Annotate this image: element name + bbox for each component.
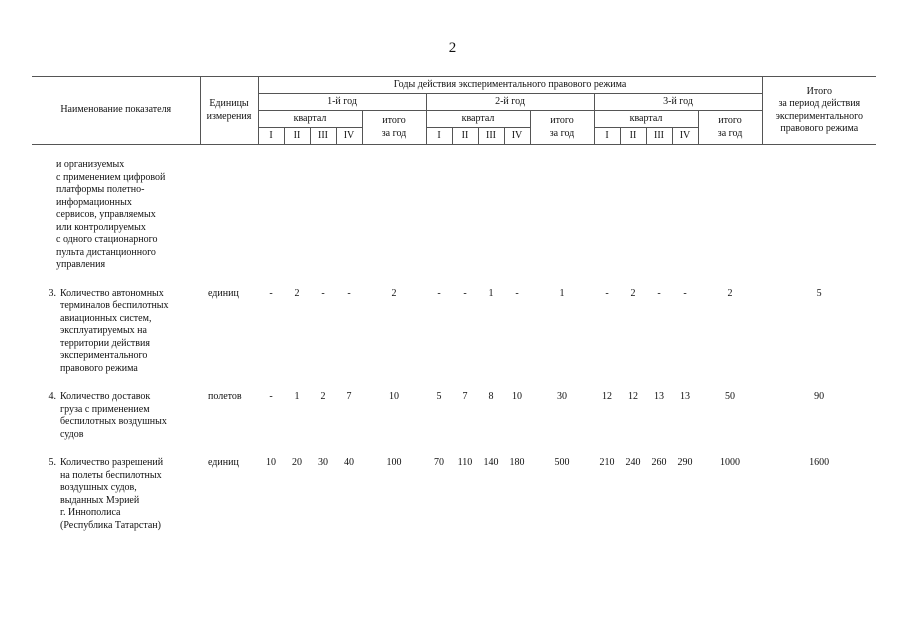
header-year-1-total-line2: за год	[381, 127, 407, 139]
indicator-name: Количество разрешений на полеты беспилотных воздушных судов, выданных Мэрией г. Иннополиса (Республика Татарстан)	[60, 457, 164, 531]
quarter-value: 240	[625, 457, 641, 468]
row-number: 4.	[48, 391, 56, 402]
header-quarter-label: IV	[504, 128, 530, 145]
quarter-value: -	[463, 287, 467, 299]
quarter-value: -	[321, 287, 325, 299]
continuation-line: с одного стационарного	[56, 234, 158, 245]
quarter-value: 260	[651, 457, 667, 468]
header-quarter-label: III	[478, 128, 504, 145]
indicators-table	[32, 76, 876, 548]
quarter-value: -	[657, 287, 661, 299]
header-year-2-kvartal: квартал	[426, 111, 530, 128]
header-quarter-label: I	[426, 128, 452, 145]
header-grand-total-line2: за период действия	[778, 98, 861, 109]
header-year-1-total-line1: итого	[382, 115, 406, 126]
quarter-value: 110	[457, 457, 473, 468]
quarter-value: 10	[266, 457, 276, 468]
quarter-value: 8	[488, 391, 494, 402]
year-total: 100	[386, 457, 402, 468]
quarter-value: 12	[628, 391, 638, 402]
quarter-value: 2	[320, 391, 326, 402]
year-total: 1000	[720, 457, 741, 468]
continuation-line: информационных	[56, 196, 132, 208]
header-year-3-total-line2: за год	[717, 127, 743, 139]
header-year-1-total	[362, 111, 426, 145]
continuation-line: и организуемых	[56, 159, 125, 170]
quarter-value: -	[437, 287, 441, 299]
indicator-cell	[32, 288, 200, 392]
quarter-value: 13	[680, 391, 690, 402]
table-body	[32, 145, 876, 549]
quarter-value: 40	[344, 457, 354, 468]
year-total: 50	[725, 391, 736, 402]
continuation-line: управления	[56, 259, 106, 270]
header-year-3-total-line1: итого	[718, 115, 742, 126]
header-years-title: Годы действия экспериментального правового режима	[258, 77, 762, 94]
header-quarter-label: I	[258, 128, 284, 145]
quarter-value: -	[605, 287, 609, 299]
header-year-1-kvartal: квартал	[258, 111, 362, 128]
unit-cell: единиц	[208, 287, 239, 299]
quarter-value: -	[269, 391, 273, 402]
header-quarter-label: II	[620, 128, 646, 145]
quarter-value: 1	[294, 391, 300, 402]
quarter-value: 5	[436, 391, 442, 402]
grand-total: 1600	[809, 457, 830, 468]
header-grand-total-line3: экспериментального	[775, 110, 863, 122]
indicator-name: Количество автономных терминалов беспилотных авиационных систем, эксплуатируемых на территории действия экспериментального правового режима	[60, 287, 169, 374]
header-year-3: 3-й год	[594, 94, 762, 111]
year-total: 500	[554, 457, 570, 468]
unit-cell: единиц	[208, 457, 239, 468]
continuation-line: с применением цифровой	[56, 171, 166, 183]
page-number: 2	[448, 40, 457, 56]
header-quarter-label: III	[646, 128, 672, 145]
row-number: 3.	[48, 287, 56, 299]
quarter-value: -	[347, 287, 351, 299]
year-total: 2	[391, 287, 397, 299]
year-total: 2	[727, 287, 733, 299]
row-number: 5.	[48, 457, 56, 468]
header-indicator-name: Наименование показателя	[32, 77, 200, 145]
header-quarter-label: IV	[672, 128, 698, 145]
quarter-value: 290	[677, 457, 693, 468]
quarter-value: -	[683, 287, 687, 299]
quarter-value: 20	[292, 457, 302, 468]
header-year-3-total	[698, 111, 762, 145]
quarter-value: 1	[488, 287, 494, 299]
quarter-value: 10	[512, 391, 522, 402]
quarter-value: 70	[434, 457, 444, 468]
header-year-2: 2-й год	[426, 94, 594, 111]
quarter-value: 180	[509, 457, 525, 468]
header-year-2-total-line2: за год	[549, 127, 575, 139]
indicator-name: Количество доставок груза с применением беспилотных воздушных судов	[60, 391, 167, 440]
year-total: 30	[557, 391, 567, 402]
continuation-line: пульта дистанционного	[56, 246, 156, 258]
quarter-value: 2	[630, 287, 636, 299]
grand-total: 90	[814, 391, 825, 402]
quarter-value: 12	[602, 391, 612, 402]
quarter-value: 7	[462, 391, 468, 402]
quarter-value: 2	[294, 287, 300, 299]
continuation-line: или контролируемых	[56, 221, 146, 233]
quarter-value: -	[515, 287, 519, 299]
header-quarter-label: I	[594, 128, 620, 145]
header-grand-total-line1: Итого	[806, 85, 832, 97]
quarter-value: 30	[318, 457, 328, 468]
header-quarter-label: II	[284, 128, 310, 145]
table-row	[32, 391, 876, 457]
quarter-value: 7	[346, 391, 352, 402]
quarter-value: -	[269, 287, 273, 299]
table-header	[32, 77, 876, 145]
header-year-2-total	[530, 111, 594, 145]
continuation-line: сервисов, управляемых	[56, 209, 156, 220]
table-row	[32, 288, 876, 392]
header-year-1: 1-й год	[258, 94, 426, 111]
unit-cell: полетов	[208, 391, 242, 402]
year-total: 1	[559, 287, 565, 299]
indicator-cell	[32, 391, 200, 457]
header-year-2-total-line1: итого	[550, 115, 574, 126]
quarter-value: 13	[654, 391, 664, 402]
header-year-3-kvartal: квартал	[594, 111, 698, 128]
continuation-text	[32, 159, 258, 288]
header-unit	[200, 77, 258, 145]
continuation-row	[32, 159, 876, 288]
header-grand-total-line4: правового режима	[780, 123, 859, 134]
header-quarter-label: III	[310, 128, 336, 145]
header-unit-line1: Единицы	[209, 98, 249, 109]
continuation-line: платформы полетно-	[56, 184, 145, 195]
quarter-value: 140	[483, 457, 499, 468]
indicator-cell	[32, 457, 200, 548]
quarter-value: 210	[599, 457, 615, 468]
header-unit-line2: измерения	[206, 110, 252, 122]
header-quarter-label: IV	[336, 128, 362, 145]
header-grand-total	[762, 77, 876, 145]
header-quarter-label: II	[452, 128, 478, 145]
year-total: 10	[389, 391, 399, 402]
table-row	[32, 457, 876, 548]
grand-total: 5	[816, 287, 822, 299]
